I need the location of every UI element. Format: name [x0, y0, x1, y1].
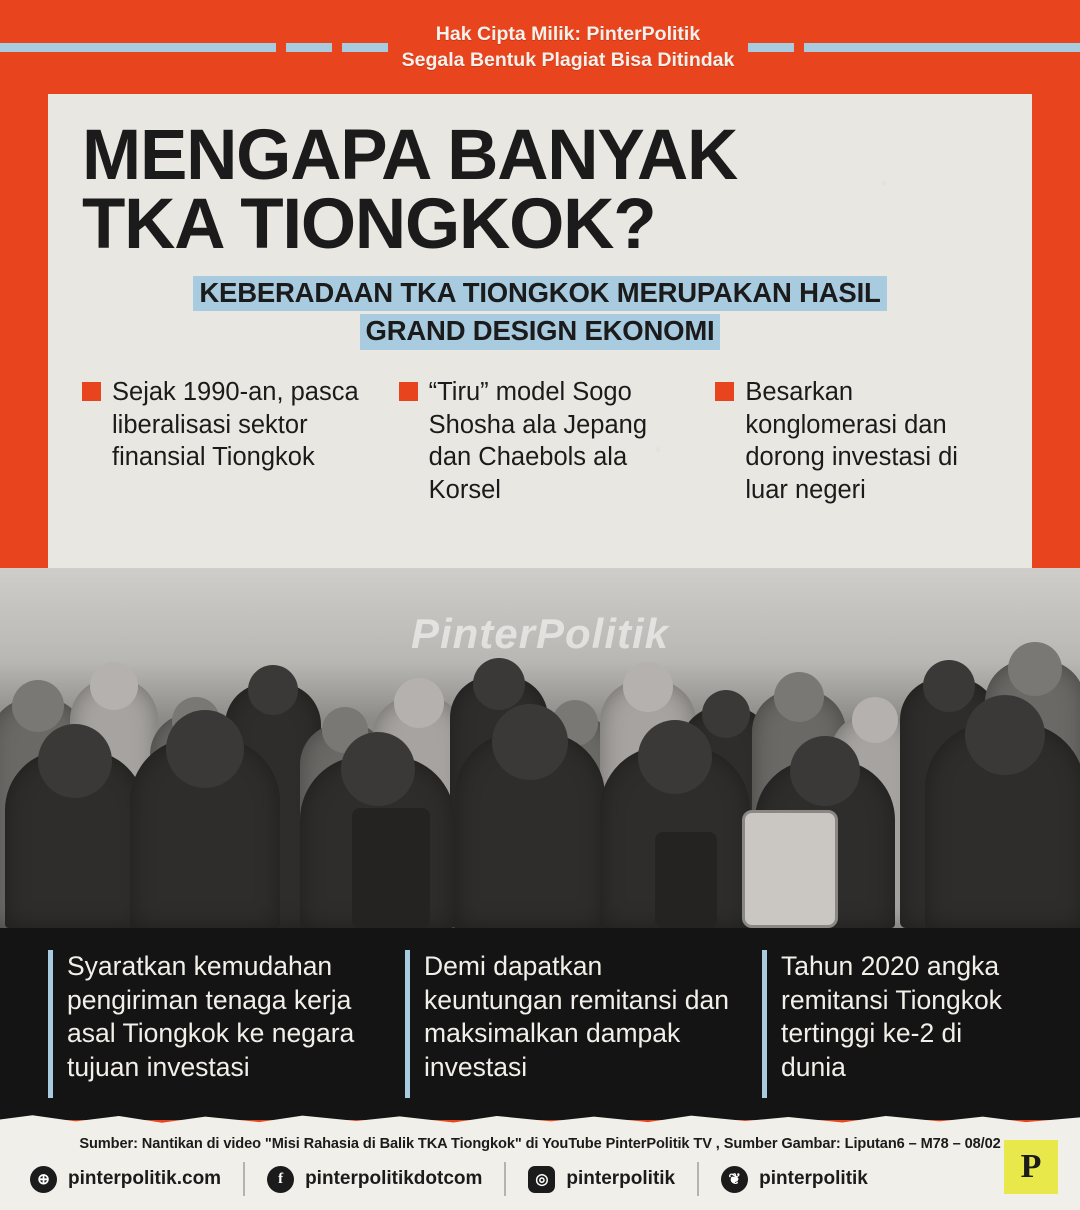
instagram-icon: ◎ — [528, 1166, 555, 1193]
social-label: pinterpolitik — [566, 1168, 676, 1189]
bullet-text: Besarkan konglomerasi dan dorong investasi di luar negeri — [745, 377, 958, 504]
decor-bars-left — [0, 43, 388, 52]
watermark: PinterPolitik — [410, 610, 670, 657]
subheading-line-1: KEBERADAAN TKA TIONGKOK MERUPAKAN HASIL — [193, 276, 886, 312]
square-bullet-icon — [715, 382, 734, 401]
footer-point — [48, 950, 375, 1120]
footer-point-text: Demi dapatkan keuntungan remitansi dan maksimalkan dampak investasi — [424, 951, 729, 1082]
source-text: Sumber: Nantikan di video "Misi Rahasia di Balik TKA Tiongkok" di YouTube PinterPolitik TV , Sumber Gambar: Liputan6 – M78 – 08/02 — [79, 1136, 1001, 1152]
footer-point — [762, 950, 1032, 1120]
footer-point — [405, 950, 732, 1120]
person-silhouette — [925, 723, 1080, 928]
decor-bar — [804, 43, 1080, 52]
decor-bar — [748, 43, 794, 52]
person-silhouette — [455, 732, 605, 928]
luggage-dark — [352, 808, 430, 928]
accent-bar — [405, 950, 410, 1098]
copyright-line-1: Hak Cipta Milik: PinterPolitik — [435, 22, 701, 45]
square-bullet-icon — [82, 382, 101, 401]
social-label: pinterpolitik — [759, 1168, 868, 1189]
social-links — [24, 1162, 1056, 1196]
accent-bar — [762, 950, 767, 1098]
person-silhouette — [5, 750, 145, 928]
accent-bar — [48, 950, 53, 1098]
bullet-item — [715, 376, 998, 507]
facebook-icon: f — [267, 1166, 294, 1193]
headline-line-2: TKA TIONGKOK? — [82, 184, 656, 264]
decor-bars-right — [748, 43, 1080, 52]
luggage-light — [742, 810, 838, 928]
headline-line-1: MENGAPA BANYAK — [82, 116, 738, 195]
footer-point-text: Tahun 2020 angka remitansi Tiongkok tertinggi ke-2 di dunia — [781, 951, 1002, 1082]
globe-icon: ⊕ — [30, 1166, 57, 1193]
bullet-text: Sejak 1990-an, pasca liberalisasi sektor finansial Tiongkok — [112, 377, 359, 472]
luggage-dark — [655, 832, 717, 928]
bullet-item — [399, 376, 682, 507]
decor-bar — [342, 43, 388, 52]
bullet-columns — [82, 376, 998, 507]
copyright-strip — [0, 0, 1080, 94]
subheading-line-2: GRAND DESIGN EKONOMI — [360, 314, 721, 350]
person-silhouette — [130, 738, 280, 928]
crowd-photo — [0, 568, 1080, 928]
footer-points — [0, 928, 1080, 1120]
copyright-text — [388, 21, 749, 74]
footer-bar — [0, 1126, 1080, 1210]
bullet-text: “Tiru” model Sogo Shosha ala Jepang dan Chaebols ala Korsel — [428, 377, 648, 504]
pinterpolitik-logo: P — [1004, 1140, 1058, 1194]
decor-bar — [0, 43, 276, 52]
social-link-instagram[interactable] — [506, 1162, 699, 1196]
social-link-facebook[interactable] — [245, 1162, 506, 1196]
decor-bar — [286, 43, 332, 52]
social-link-website[interactable] — [24, 1162, 245, 1196]
subheading — [82, 276, 998, 350]
twitter-icon: ❦ — [721, 1166, 748, 1193]
page-title — [82, 116, 998, 264]
copyright-line-2: Segala Bentuk Plagiat Bisa Ditindak — [401, 49, 735, 71]
social-label: pinterpolitik.com — [68, 1168, 222, 1189]
bullet-item — [82, 376, 365, 507]
square-bullet-icon — [399, 382, 418, 401]
social-link-twitter[interactable] — [699, 1162, 890, 1196]
headline-card — [48, 94, 1032, 588]
social-label: pinterpolitikdotcom — [305, 1168, 483, 1189]
footer-point-text: Syaratkan kemudahan pengiriman tenaga kerja asal Tiongkok ke negara tujuan investasi — [67, 951, 355, 1082]
